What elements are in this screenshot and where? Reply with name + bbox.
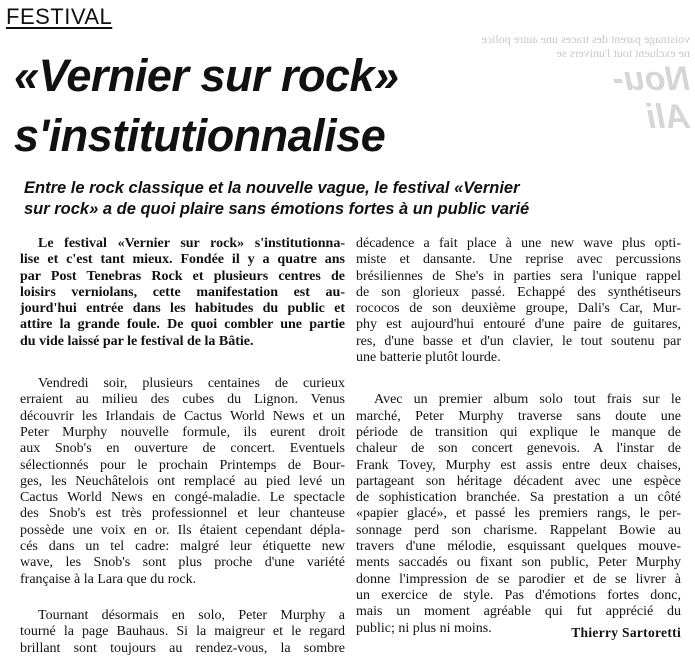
text-line: Avec un premier album solo tout frais sur le [374,392,681,408]
lead-paragraph [20,236,345,350]
text-line: jourd'hui entrée dans les habitudes du public et [20,301,345,317]
text-line: rococos de son deuxième groupe, Dali's Car, Mur- [356,301,681,317]
text-line: une batterie plutôt lourde. [356,350,501,366]
article-column-right [356,236,681,637]
text-line: erraient au milieu des cubes du Lignon. Venus [20,392,345,408]
text-line: du vide laissé par le festival de la Bâtie. [20,333,254,349]
text-line: possède une voix en or. Ils étaient cependant dépla- [20,522,345,538]
bleed-line: voisinage parent des traces une autre police [481,32,690,46]
text-line: Tournant désormais en solo, Peter Murphy a [38,607,345,623]
text-line: res, d'une basse et d'un clavier, le tout soutenu par [356,333,681,349]
text-line: donne l'impression de se parodier et de se livrer à [356,571,681,587]
text-line: brésiliennes de She's in parties sera l'unique rappel [356,268,681,284]
text-line: wave, les Snob's sont plus proche d'une variété [20,555,345,571]
body-paragraph [356,392,681,636]
text-line: brillant sont toujours au rendez-vous, la sombre [20,640,345,656]
text-line: Vendredi soir, plusieurs centaines de curieux [38,376,345,392]
text-line: aux Snob's en ouverture de concert. Eventuels [20,441,345,457]
text-line: lise et c'est tant mieux. Fondée il y a quatre ans [20,252,345,268]
text-line: découvrir les Irlandais de Cactus World News et un [20,408,345,424]
text-line: des Snob's est très professionnel et leur chanteuse [20,506,345,522]
headline [14,46,674,166]
text-line: sélectionnés pour le prochain Printemps de Bour- [20,457,345,473]
headline-line: «Vernier sur rock» [14,50,399,101]
text-line: un exercice de style. Pas d'émotions fortes donc, [356,587,681,603]
text-line: Peter Murphy nouvelle formule, ils eurent droit [20,424,345,440]
text-line: partageant son héritage décadent avec une espèce [356,473,681,489]
text-line: ments saccadés ou fixant son public, Peter Murphy [356,555,681,571]
article-column-left [20,236,345,657]
text-line: attire la grande foule. De quoi combler une partie [20,317,345,333]
text-line: période de transition qui explique le manque de [356,424,681,440]
body-paragraph [20,376,345,588]
deck-line: sur rock» a de quoi plaire sans émotions fortes à un public varié [24,200,530,218]
bleed-big: Nou- [612,60,690,98]
text-line: «papier glacé», et passé les premiers rangs, le per- [356,506,681,522]
bleed-line: ne excluent tout l'univers se [556,46,690,60]
text-line: sonnage perd son charisme. Rappelant Bowie au [356,522,681,538]
headline-line: s'institutionnalise [14,110,386,161]
body-paragraph [20,608,345,657]
text-line: mais un moment agréable qui fut apprécié du [356,604,681,620]
bleed-big: Ali [646,98,690,136]
text-line: Frank Tovey, Murphy est assis entre deux chaises, [356,457,681,473]
deck-subtitle [24,178,684,220]
text-line: loisirs verniolans, cette manifestation est au- [20,284,345,300]
text-line: de sophistication branchée. Sa prestation a un côté [356,490,681,506]
text-line: Cactus World News en congé-maladie. Le spectacle [20,490,345,506]
text-line: miste et dansante. Une reprise avec percussions [356,252,681,268]
deck-line: Entre le rock classique et la nouvelle vague, le festival «Vernier [24,179,520,197]
text-line: marché, Peter Murphy traverse sans doute une [356,408,681,424]
text-line: phy est aujourd'hui entouré d'une paire de guitares, [356,317,681,333]
text-line: chaleur de son concert genevois. A l'instar de [356,441,681,457]
text-line: ges, les Neuchâtelois ont remplacé au pied levé un [20,473,345,489]
text-line: Le festival «Vernier sur rock» s'institutionna- [38,236,345,251]
text-line: travers d'une mélodie, esquissant quelques mouve- [356,539,681,555]
author-signature: Thierry Sartoretti [571,625,681,640]
body-paragraph [356,236,681,366]
section-rubric: FESTIVAL [6,4,113,29]
text-line: tourné la page Bauhaus. Si la maigreur et le regard [20,624,345,640]
text-line: public; ni plus ni moins. [356,620,492,636]
text-line: cés dans un tel cadre: malgré leur étiquette new [20,539,345,555]
text-line: française à la Lara que du rock. [20,571,197,587]
text-line: par Post Tenebras Rock et plusieurs centres de [20,268,345,284]
text-line: de son glorieux passé. Echappé des synthétiseurs [356,284,681,300]
text-line: décadence a fait place à une new wave plus opti- [356,236,681,251]
